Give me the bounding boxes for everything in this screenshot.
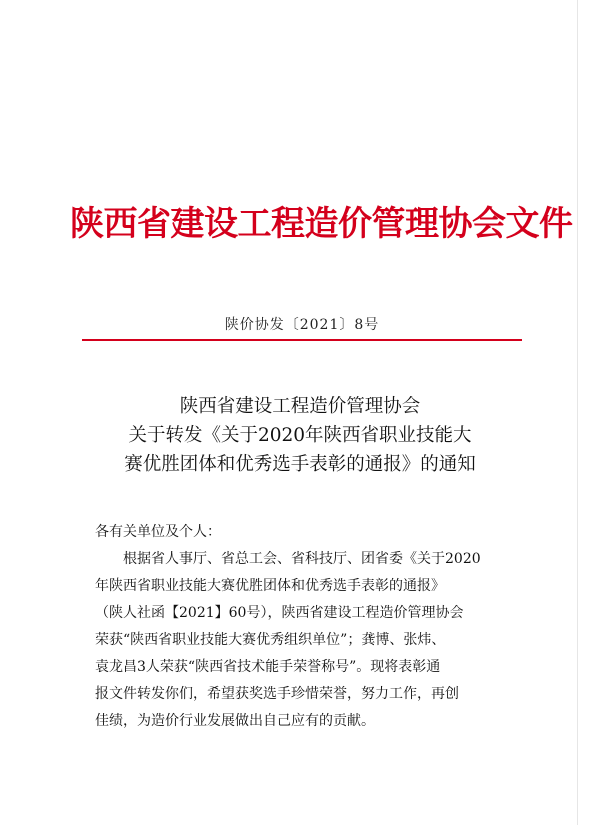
body-line: （陕人社函【2021】60号），陕西省建设工程造价管理协会: [95, 605, 464, 621]
body-paragraph: [95, 546, 505, 735]
page-edge-line: [577, 0, 578, 825]
body-line: 袁龙昌3人荣获“陕西省技术能手荣誉称号”。现将表彰通: [95, 659, 441, 675]
salutation: 各有关单位及个人：: [95, 524, 221, 540]
notice-title-line: 陕西省建设工程造价管理协会: [179, 396, 421, 417]
body-line: 年陕西省职业技能大赛优胜团体和优秀选手表彰的通报》: [95, 578, 445, 594]
document-header-title: 陕西省建设工程造价管理协会文件: [70, 204, 573, 244]
red-divider-line: [82, 339, 522, 341]
notice-title: [70, 392, 530, 479]
notice-body: [95, 519, 505, 735]
body-line: 根据省人事厅、省总工会、省科技厅、团省委《关于2020: [123, 551, 481, 567]
body-line: 佳绩，为造价行业发展做出自己应有的贡献。: [95, 713, 375, 729]
document-number: 陕价协发〔2021〕8号: [224, 317, 380, 333]
body-line: 报文件转发你们，希望获奖选手珍惜荣誉，努力工作，再创: [95, 686, 459, 702]
notice-title-line: 关于转发《关于2020年陕西省职业技能大: [128, 425, 472, 446]
body-line: 荣获“陕西省职业技能大赛优秀组织单位”；龚博、张炜、: [95, 632, 446, 648]
notice-title-line: 赛优胜团体和优秀选手表彰的通报》的通知: [124, 454, 476, 475]
